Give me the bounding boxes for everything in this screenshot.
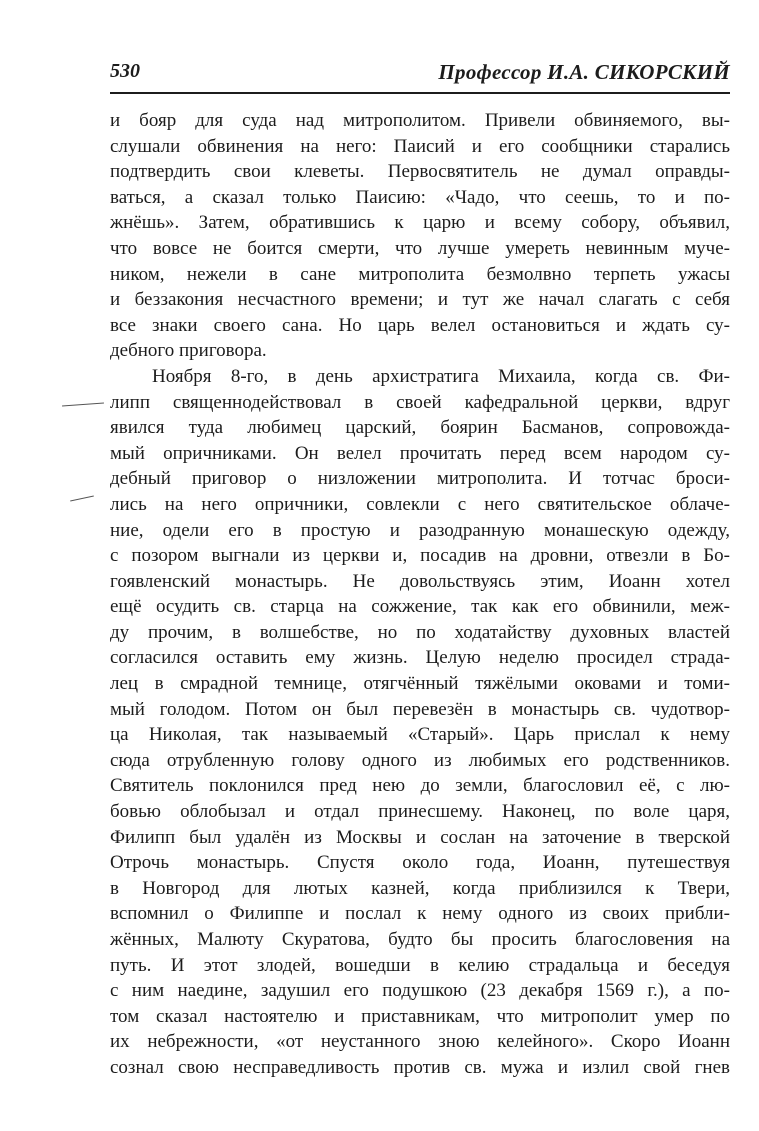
body-text — [110, 108, 730, 1081]
text-line: все знаки своего сана. Но царь велел остановиться и ждать су- — [110, 314, 730, 336]
text-line: их небрежности, «от неустанного зною келейного». Скоро Иоанн — [110, 1031, 730, 1053]
text-line: мый опричниками. Он велел прочитать перед всем народом су- — [110, 442, 730, 464]
text-line: с позором выгнали из церкви и, посадив на дровни, отвезли в Бо- — [110, 545, 730, 567]
text-line: подтвердить свои клеветы. Первосвятитель не думал оправды- — [110, 161, 730, 183]
text-line: Святитель поклонился пред нею до земли, благословил её, с лю- — [110, 775, 730, 797]
text-line: дебного приговора. — [110, 340, 267, 362]
text-line: согласился оставить ему жизнь. Целую неделю просидел страда- — [110, 647, 730, 669]
text-line: гоявленский монастырь. Не довольствуясь этим, Иоанн хотел — [110, 570, 730, 592]
text-line: лись на него опричники, совлекли с него святительское облаче- — [110, 493, 730, 515]
page-number: 530 — [110, 60, 140, 82]
text-line: Отрочь монастырь. Спустя около года, Иоанн, путешествуя — [110, 852, 730, 874]
text-line: жённых, Малюту Скуратова, будто бы просить благословения на — [110, 929, 730, 950]
text-line: лец в смрадной темнице, отягчённый тяжёлыми оковами и томи- — [110, 673, 730, 695]
text-line: ваться, а сказал только Паисию: «Чадо, что сеешь, то и по- — [110, 186, 730, 208]
margin-pencil-mark — [62, 403, 104, 407]
text-line: что вовсе не боится смерти, что лучше умереть невинным муче- — [110, 237, 730, 259]
text-line: жнёшь». Затем, обратившись к царю и всему собору, объявил, — [110, 212, 730, 234]
text-line: бовью облобызал и отдал принесшему. Наконец, по воле царя, — [110, 801, 730, 823]
text-line: сознал свою несправедливость против св. мужа и излил свой гнев — [110, 1056, 730, 1078]
text-line: ещё осудить св. старца на сожжение, так как его обвинили, меж- — [110, 596, 730, 618]
text-line: слушали обвинения на него: Паисий и его сообщники старались — [110, 135, 730, 157]
text-line: и беззакония несчастного времени; и тут же начал слагать с себя — [110, 289, 730, 311]
page-header — [110, 58, 730, 94]
text-line: сюда отрубленную голову одного из любимых его родственников. — [110, 749, 730, 771]
text-line: липп священнодействовал в своей кафедральной церкви, вдруг — [110, 391, 730, 413]
text-line: вспомнил о Филиппе и послал к нему одного из своих прибли- — [110, 903, 730, 925]
text-line: ником, нежели в сане митрополита безмолвно терпеть ужасы — [110, 263, 730, 285]
text-line: и бояр для суда над митрополитом. Привели обвиняемого, вы- — [110, 110, 730, 131]
text-line: ца Николая, так называемый «Старый». Царь прислал к нему — [110, 724, 730, 746]
running-head: Профессор И.А. СИКОРСКИЙ — [438, 60, 730, 84]
text-line: дебный приговор о низложении митрополита. И тотчас броси- — [110, 468, 730, 490]
text-line: ду прочим, в волшебстве, но по ходатайству духовных властей — [110, 621, 730, 643]
text-line: Филипп был удалён из Москвы и сослан на заточение в тверской — [110, 826, 730, 848]
text-line: Ноября 8-го, в день архистратига Михаила, когда св. Фи- — [152, 365, 730, 387]
margin-pencil-mark — [70, 496, 94, 502]
text-line: путь. И этот злодей, вошедши в келию страдальца и беседуя — [110, 954, 730, 976]
text-line: с ним наедине, задушил его подушкою (23 декабря 1569 г.), а по- — [110, 980, 730, 1002]
text-line: явился туда любимец царский, боярин Басманов, сопровожда- — [110, 417, 730, 439]
text-line: в Новгород для лютых казней, когда приблизился к Твери, — [110, 877, 730, 899]
text-line: том сказал настоятелю и приставникам, что митрополит умер по — [110, 1005, 730, 1027]
text-line: мый голодом. Потом он был перевезён в монастырь св. чудотвор- — [110, 698, 730, 720]
text-line: ние, одели его в простую и разодранную монашескую одежду, — [110, 519, 730, 541]
